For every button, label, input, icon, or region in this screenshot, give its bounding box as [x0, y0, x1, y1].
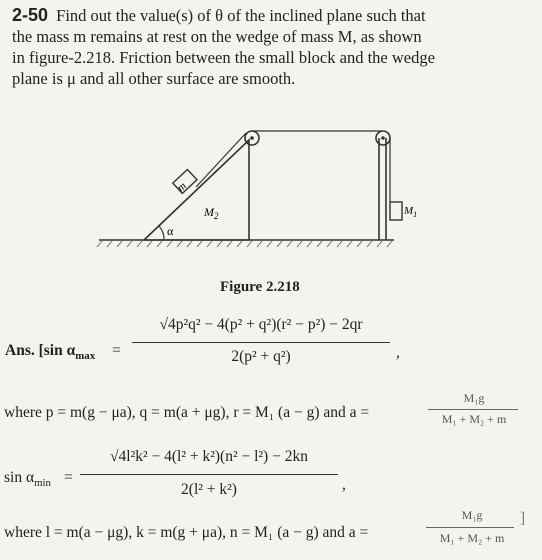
max-numerator: √4p²q² − 4(p² + q²)(r² − p²) − 2qr — [159, 316, 363, 333]
problem-line-3: in figure-2.218. Friction between the small block and the wedge — [12, 48, 435, 67]
ground-hatching — [97, 241, 392, 247]
where-line-1: where p = m(g − μa), q = m(a + μg), r = M₁ (a − g) and a = — [4, 404, 370, 421]
equals-max: = — [112, 342, 121, 359]
problem-line-2: the mass m remains at rest on the wedge of mass M, as shown — [12, 27, 422, 46]
angle-arc — [159, 226, 164, 240]
min-prefix: $\sin \alpha_{min}$ — [4, 469, 51, 490]
label-m2: $M_2$ — [204, 205, 219, 221]
where-line-2: where l = m(a − μg), k = m(g + μa), n = M₁ (a − g) and a = — [4, 524, 369, 541]
problem-line-1: 2-50 Find out the value(s) of θ of the inclined plane such that — [12, 5, 426, 25]
figure-caption: Figure 2.218 — [220, 279, 300, 295]
max-fraction-bar — [132, 342, 390, 343]
a2-denominator: M₁ + M₂ + m — [439, 531, 505, 545]
a2-fraction-bar — [426, 527, 514, 528]
wedge-m2 — [144, 140, 249, 240]
label-m1: $M_1$ — [404, 205, 418, 219]
min-denominator: 2(l² + k²) — [181, 481, 237, 498]
close-bracket: ] — [520, 510, 526, 527]
wedge-diagram — [94, 122, 424, 262]
incline-string — [196, 133, 246, 187]
min-fraction-bar — [80, 474, 338, 475]
label-alpha: α — [167, 224, 174, 238]
answer-prefix: Ans. [sin $\alpha_{max}$ — [5, 342, 96, 363]
a1-fraction-bar — [428, 409, 518, 410]
problem-statement — [12, 5, 532, 89]
problem-line-4: plane is μ and all other surface are smooth. — [12, 69, 296, 88]
equals-min: = — [64, 469, 73, 486]
min-comma: , — [342, 476, 346, 493]
a2-numerator: M₁g — [461, 508, 483, 522]
wedge-figure — [94, 122, 424, 262]
max-comma: , — [396, 344, 400, 361]
max-denominator: 2(p² + q²) — [231, 348, 291, 365]
problem-number: 2-50 — [12, 5, 49, 25]
block-m1 — [390, 202, 402, 220]
min-numerator: √4l²k² − 4(l² + k²)(n² − l²) − 2kn — [110, 448, 308, 465]
label-m: m — [174, 179, 189, 195]
a1-denominator: M₁ + M₂ + m — [441, 412, 507, 426]
a1-numerator: M₁g — [463, 391, 485, 405]
